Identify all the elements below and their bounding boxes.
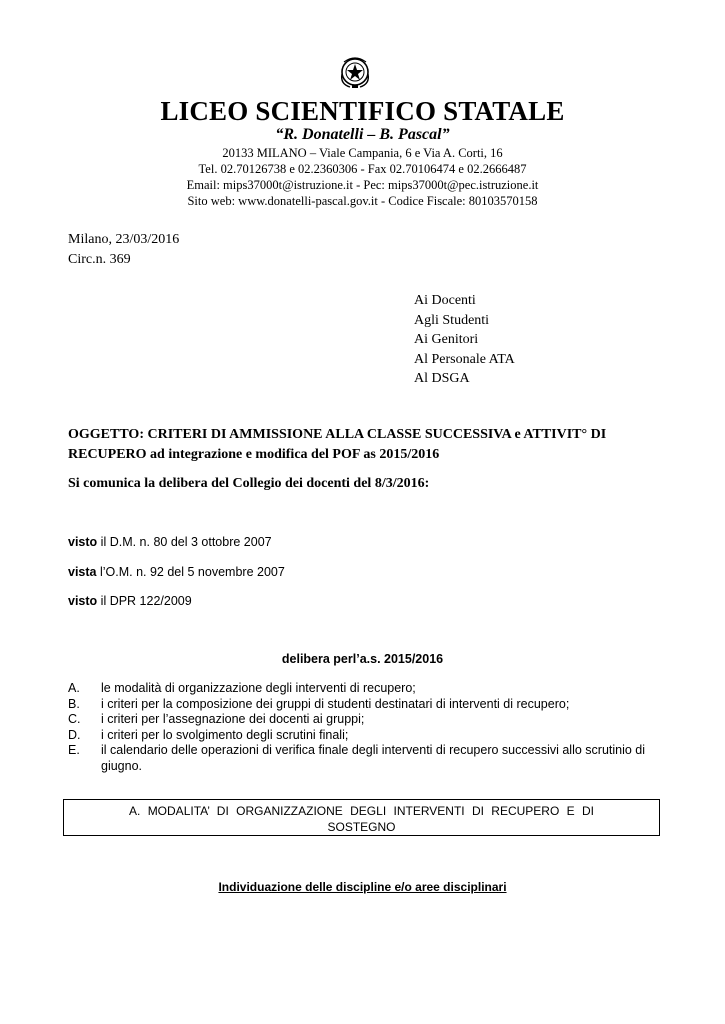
- list-letter: C.: [68, 712, 81, 726]
- list-text: i criteri per la composizione dei gruppi di studenti destinatari di interventi di recupero;: [101, 696, 570, 711]
- place-date: Milano, 23/03/2016: [68, 232, 180, 247]
- delibera-heading: delibera perl’a.s. 2015/2016: [281, 652, 444, 666]
- criteria-list: [68, 681, 658, 774]
- section-box-title: A. MODALITA’ DI ORGANIZZAZIONE DEGLI INTERVENTI DI RECUPERO E DI SOSTEGNO: [129, 804, 594, 834]
- subject-line: OGGETTO: CRITERI DI AMMISSIONE ALLA CLASSE SUCCESSIVA e ATTIVIT° DI RECUPERO ad integrazione e modifica del POF as 2015/2016: [68, 427, 607, 462]
- reference-text: il DPR 122/2009: [97, 594, 192, 608]
- list-letter: B.: [68, 696, 80, 711]
- list-item: [68, 728, 658, 744]
- recipient: Ai Genitori: [414, 332, 479, 347]
- list-item: [68, 681, 658, 697]
- reference-keyword: vista: [68, 565, 97, 579]
- reference-keyword: visto: [68, 535, 98, 549]
- school-website: Sito web: www.donatelli-pascal.gov.it - Codice Fiscale: 80103570158: [187, 194, 538, 208]
- legal-reference: [68, 565, 285, 579]
- reference-text: il D.M. n. 80 del 3 ottobre 2007: [97, 535, 272, 549]
- reference-text: l’O.M. n. 92 del 5 novembre 2007: [96, 565, 285, 579]
- recipients-list: [414, 291, 515, 389]
- list-letter: E.: [68, 743, 80, 757]
- list-letter: D.: [68, 727, 81, 742]
- list-text: i criteri per lo svolgimento degli scrutini finali;: [101, 727, 349, 742]
- school-email: Email: mips37000t@istruzione.it - Pec: mips37000t@pec.istruzione.it: [186, 178, 539, 192]
- circular-number: Circ.n. 369: [68, 252, 131, 267]
- school-name: LICEO SCIENTIFICO STATALE: [160, 96, 565, 126]
- list-text: le modalità di organizzazione degli interventi di recupero;: [101, 681, 416, 695]
- section-box: [63, 799, 660, 836]
- recipient: Ai Docenti: [414, 293, 476, 308]
- italian-republic-emblem-icon: [338, 54, 372, 90]
- list-item: [68, 743, 658, 774]
- reference-keyword: visto: [68, 594, 98, 608]
- legal-reference: [68, 594, 192, 608]
- school-phone: Tel. 02.70126738 e 02.2360306 - Fax 02.70106474 e 02.2666487: [198, 162, 527, 176]
- list-letter: A.: [68, 681, 80, 695]
- school-address: 20133 MILANO – Viale Campania, 6 e Via A. Corti, 16: [222, 146, 503, 160]
- legal-reference: [68, 535, 272, 549]
- list-item: [68, 697, 658, 713]
- list-text: i criteri per l’assegnazione dei docenti ai gruppi;: [101, 712, 365, 726]
- recipient: Al Personale ATA: [414, 351, 515, 367]
- list-item: [68, 712, 658, 728]
- section-title: Individuazione delle discipline e/o aree disciplinari: [218, 880, 507, 894]
- school-subtitle: “R. Donatelli – B. Pascal”: [275, 126, 450, 143]
- notice-line: Si comunica la delibera del Collegio dei docenti del 8/3/2016:: [68, 476, 430, 491]
- recipient: Al DSGA: [414, 371, 470, 386]
- recipient: Agli Studenti: [414, 312, 490, 328]
- list-text: il calendario delle operazioni di verifica finale degli interventi di recupero successivi allo scrutinio di giugno.: [101, 743, 646, 773]
